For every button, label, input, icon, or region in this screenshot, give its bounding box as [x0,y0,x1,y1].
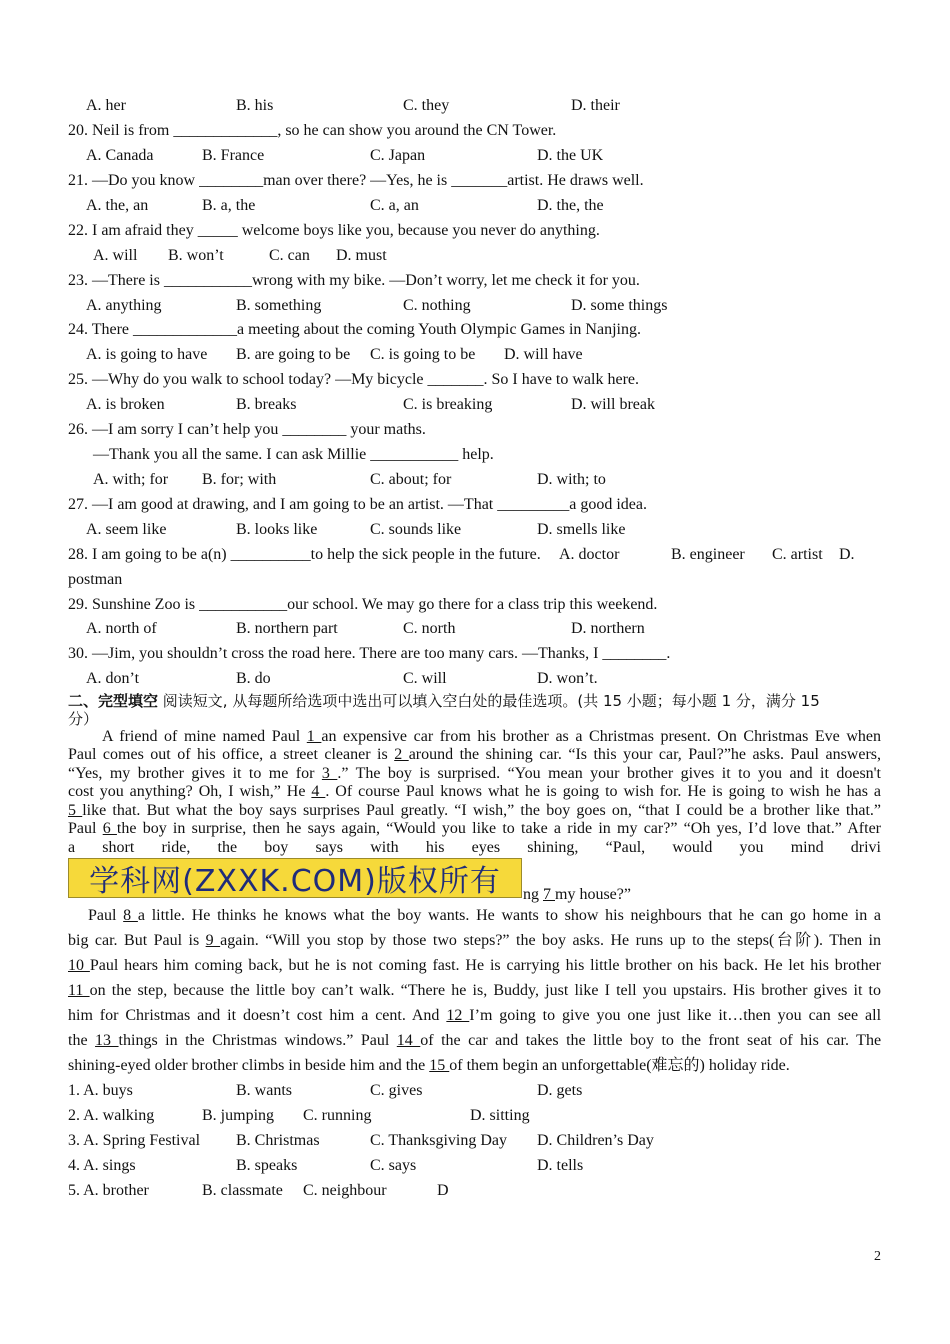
q26-option-a: A. with; for [93,471,169,488]
blank-10: 10 [68,957,90,974]
cloze-2-option-d: D. sitting [470,1107,530,1124]
cloze-3-option-c: C. Thanksgiving Day [370,1132,508,1149]
blank-4: 4 [311,783,326,800]
passage-line-11: 10 Paul hears him coming back, but he is not coming fast. He is carrying his little brother on his back. He let his brother [68,957,882,974]
q22-option-d: D. must [336,247,387,264]
q21-option-d: D. the, the [537,197,604,214]
cloze-1-option-b: B. wants [236,1082,292,1099]
q26-stem-2: —Thank you all the same. I can ask Millie ___________ help. [93,446,494,463]
cloze-5-option-d: D [437,1182,449,1199]
q23-option-b: B. something [236,297,322,314]
blank-5: 5 [68,802,83,819]
q22-stem: 22. I am afraid they _____ welcome boys like you, because you never do anything. [68,222,600,239]
q28-option-d: D. [839,546,855,563]
q26-stem-1: 26. —I am sorry I can’t help you ________ your maths. [68,421,426,438]
cloze-2-option-c: C. running [303,1107,372,1124]
q21-option-a: A. the, an [86,197,149,214]
q27-option-c: C. sounds like [370,521,462,538]
q25-option-d: D. will break [571,396,655,413]
watermark-banner: 学科网(ZXXK.COM)版权所有 [68,858,522,898]
passage-line-2: Paul comes out of his office, a street cleaner is 2 around the shining car. “Is this your car, Paul?”he asks. Paul answers, [68,746,882,763]
q25-stem: 25. —Why do you walk to school today? —My bicycle _______. So I have to walk here. [68,371,639,388]
q20-option-c: C. Japan [370,147,426,164]
passage-line-12: 11 on the step, because the little boy can’t walk. “There he is, Buddy, just like I tell you upstairs. His brother gives it to [68,982,881,999]
q19-option-d: D. their [571,97,620,114]
blank-8: 8 [123,907,138,924]
passage-line-9: Paul 8 a little. He thinks he knows what the boy wants. He wants to show his neighbours that he can go home in a [88,907,882,924]
section-title: 二、完型填空 [68,692,159,710]
q21-option-c: C. a, an [370,197,419,214]
q29-option-c: C. north [403,620,456,637]
q30-option-c: C. will [403,670,447,687]
cloze-2-option-b: B. jumping [202,1107,275,1124]
q23-option-c: C. nothing [403,297,471,314]
blank-12: 12 [446,1007,470,1024]
passage-line-5: 5 like that. But what the boy says surprises Paul greatly. “I wish,” the boy goes on, “that I could be a brother like that.” [68,802,882,819]
cloze-3-option-b: B. Christmas [236,1132,320,1149]
q29-option-d: D. northern [571,620,645,637]
q26-option-d: D. with; to [537,471,606,488]
cloze-2-option-a: 2. A. walking [68,1107,155,1124]
q27-option-d: D. smells like [537,521,626,538]
passage-line-1: A friend of mine named Paul 1 an expensive car from his brother as a Christmas present. On Christmas Eve when [102,728,882,745]
q26-option-c: C. about; for [370,471,452,488]
q24-option-b: B. are going to be [236,346,351,363]
q27-stem: 27. —I am good at drawing, and I am going to be an artist. —That _________a good idea. [68,496,647,513]
q30-option-d: D. won’t. [537,670,598,687]
blank-14: 14 [396,1032,421,1049]
q22-option-b: B. won’t [168,247,224,264]
q28-option-a: A. doctor [559,546,620,563]
blank-9: 9 [205,932,221,949]
cloze-1-option-c: C. gives [370,1082,423,1099]
blank-2: 2 [394,746,409,763]
q19-option-b: B. his [236,97,274,114]
q20-stem: 20. Neil is from _____________, so he can show you around the CN Tower. [68,122,557,139]
q19-option-c: C. they [403,97,450,114]
cloze-1-option-d: D. gets [537,1082,583,1099]
q30-stem: 30. —Jim, you shouldn’t cross the road here. There are too many cars. —Thanks, I ________. [68,645,671,662]
q21-option-b: B. a, the [202,197,256,214]
passage-line-14: the 13 things in the Christmas windows.” Paul 14 of the car and takes the little boy to the front seat of his car. The [68,1032,882,1049]
q29-option-b: B. northern part [236,620,338,637]
cloze-1-option-a: 1. A. buys [68,1082,133,1099]
q23-stem: 23. —There is ___________wrong with my bike. —Don’t worry, let me check it for you. [68,272,640,289]
q24-option-a: A. is going to have [86,346,208,363]
cloze-3-option-d: D. Children’s Day [537,1132,654,1149]
cloze-5-option-c: C. neighbour [303,1182,387,1199]
passage-line-10: big car. But Paul is 9 again. “Will you stop by those two steps?” the boy asks. He runs up to the steps(台阶). Then in [68,932,881,949]
cloze-4-option-c: C. says [370,1157,417,1174]
passage-line-6: Paul 6 the boy in surprise, then he says again, “Would you like to take a ride in my car?” “Oh yes, I’d love that.” After [68,820,881,837]
q28-option-b: B. engineer [671,546,745,563]
q22-option-c: C. can [269,247,310,264]
page-number: 2 [874,1249,881,1264]
q28-option-c: C. artist [772,546,823,563]
q24-option-d: D. will have [504,346,583,363]
q27-option-b: B. looks like [236,521,318,538]
passage-line-4: cost you anything? Oh, I wish,” He 4 . Of course Paul knows what he is going to wish for. He is going to wish he has a [68,783,882,800]
q28-option-d-text: postman [68,571,123,588]
q25-option-c: C. is breaking [403,396,493,413]
q23-option-d: D. some things [571,297,668,314]
blank-6: 6 [102,820,117,837]
blank-3: 3 [321,765,338,782]
cloze-5-option-b: B. classmate [202,1182,283,1199]
q19-option-a: A. her [86,97,126,114]
cloze-3-option-a: 3. A. Spring Festival [68,1132,201,1149]
passage-line-3: “Yes, my brother gives it to me for 3 .” The boy is surprised. “You mean your brother gives it to you and it doesn't [68,765,882,782]
q28-stem: 28. I am going to be a(n) __________to help the sick people in the future. [68,546,541,563]
cloze-5-option-a: 5. A. brother [68,1182,149,1199]
passage-line-7: a short ride, the boy says with his eyes shining, “Paul, would you mind drivi [68,839,881,856]
q20-option-a: A. Canada [86,147,154,164]
q22-option-a: A. will [93,247,138,264]
blank-1: 1 [306,728,322,745]
q30-option-b: B. do [236,670,271,687]
passage-line-13: him for Christmas and it doesn’t cost him a cent. And 12 I’m going to give you one just like it…then you can see all [68,1007,882,1024]
cloze-4-option-d: D. tells [537,1157,584,1174]
q26-option-b: B. for; with [202,471,277,488]
passage-line-8: ng 7 my house?” [523,886,631,903]
blank-7: 7 [543,886,555,903]
q25-option-a: A. is broken [86,396,165,413]
q30-option-a: A. don’t [86,670,140,687]
q27-option-a: A. seem like [86,521,167,538]
q29-option-a: A. north of [86,620,157,637]
q25-option-b: B. breaks [236,396,297,413]
cloze-4-option-b: B. speaks [236,1157,298,1174]
q24-stem: 24. There _____________a meeting about the coming Youth Olympic Games in Nanjing. [68,321,641,338]
q23-option-a: A. anything [86,297,162,314]
passage-line-15: shining-eyed older brother climbs in beside him and the 15 of them begin an unforgettable(难忘的) holiday ride. [68,1057,790,1074]
q20-option-b: B. France [202,147,265,164]
blank-15: 15 [429,1057,450,1074]
section-heading [68,691,820,711]
section-instruction-cont: 分） [68,710,99,728]
cloze-4-option-a: 4. A. sings [68,1157,136,1174]
section-instruction: 阅读短文, 从每题所给选项中选出可以填入空白处的最佳选项。(共 15 小题；每小题 1 分，满分 15 [162,692,820,710]
q29-stem: 29. Sunshine Zoo is ___________our school. We may go there for a class trip this weekend. [68,596,658,613]
blank-13: 13 [95,1032,119,1049]
q21-stem: 21. —Do you know ________man over there? —Yes, he is _______artist. He draws well. [68,172,644,189]
blank-11: 11 [68,982,90,999]
q20-option-d: D. the UK [537,147,604,164]
q24-option-c: C. is going to be [370,346,476,363]
